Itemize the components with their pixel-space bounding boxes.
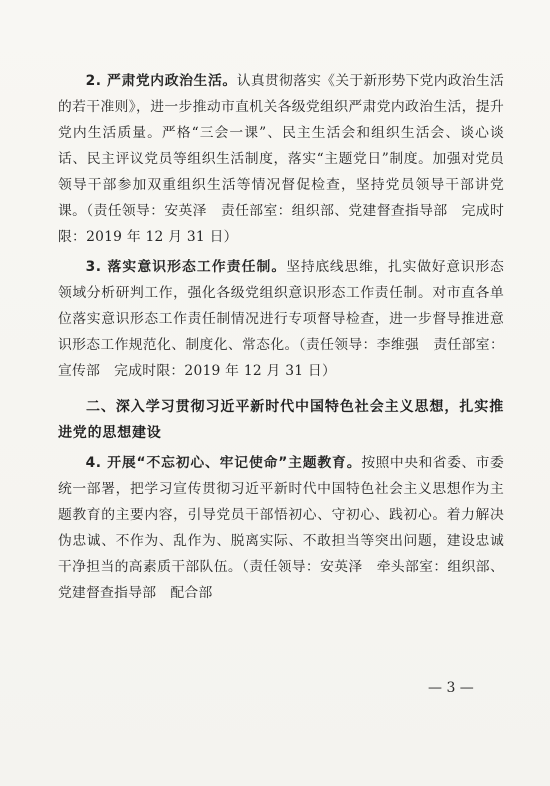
- paragraph-2-body: 认真贯彻落实《关于新形势下党内政治生活的若干准则》，进一步推动市直机关各级党组织严肃党内政治生活，提升党内生活质量。严格“三会一课”、民主生活会和组织生活会、谈心谈话、民主评议党员等组织生活制度，落实“主题党日”制度。加强对党员领导干部参加双重组织生活等情况督促检查，坚持党员领导干部讲党课。（责任领导：安英泽 责任部室：组织部、党建督查指导部 完成时限：2019 年 12 月 31 日）: [58, 73, 505, 245]
- paragraph-4: [58, 450, 504, 606]
- paragraph-4-body: 按照中央和省委、市委统一部署，把学习宣传贯彻习近平新时代中国特色社会主义思想作为主题教育的主要内容，引导党员干部悟初心、守初心、践初心。着力解决伪忠诚、不作为、乱作为、脱离实际、不敢担当等突出问题，建设忠诚干净担当的高素质干部队伍。（责任领导：安英泽 牵头部室：组织部、党建督查指导部 配合部: [58, 455, 504, 601]
- paragraph-3-body: 坚持底线思维，扎实做好意识形态领域分析研判工作，强化各级党组织意识形态工作责任制。对市直各单位落实意识形态工作责任制情况进行专项督导检查，进一步督导推进意识形态工作规范化、制度化、常态化。（责任领导：李维强 责任部室：宣传部 完成时限：2019 年 12 月 31 日）: [58, 259, 504, 379]
- paragraph-2-lead: 2. 严肃党内政治生活。: [85, 73, 237, 89]
- document-body: [58, 68, 504, 610]
- section-heading: 二、深入学习贯彻习近平新时代中国特色社会主义思想，扎实推进党的思想建设: [58, 399, 504, 441]
- paragraph-2: [58, 68, 504, 250]
- paragraph-3: [58, 254, 504, 384]
- paragraph-4-lead: 4. 开展“不忘初心、牢记使命”主题教育。: [85, 455, 362, 471]
- paragraph-3-lead: 3. 落实意识形态工作责任制。: [85, 259, 287, 275]
- page-number: — 3 —: [428, 680, 474, 696]
